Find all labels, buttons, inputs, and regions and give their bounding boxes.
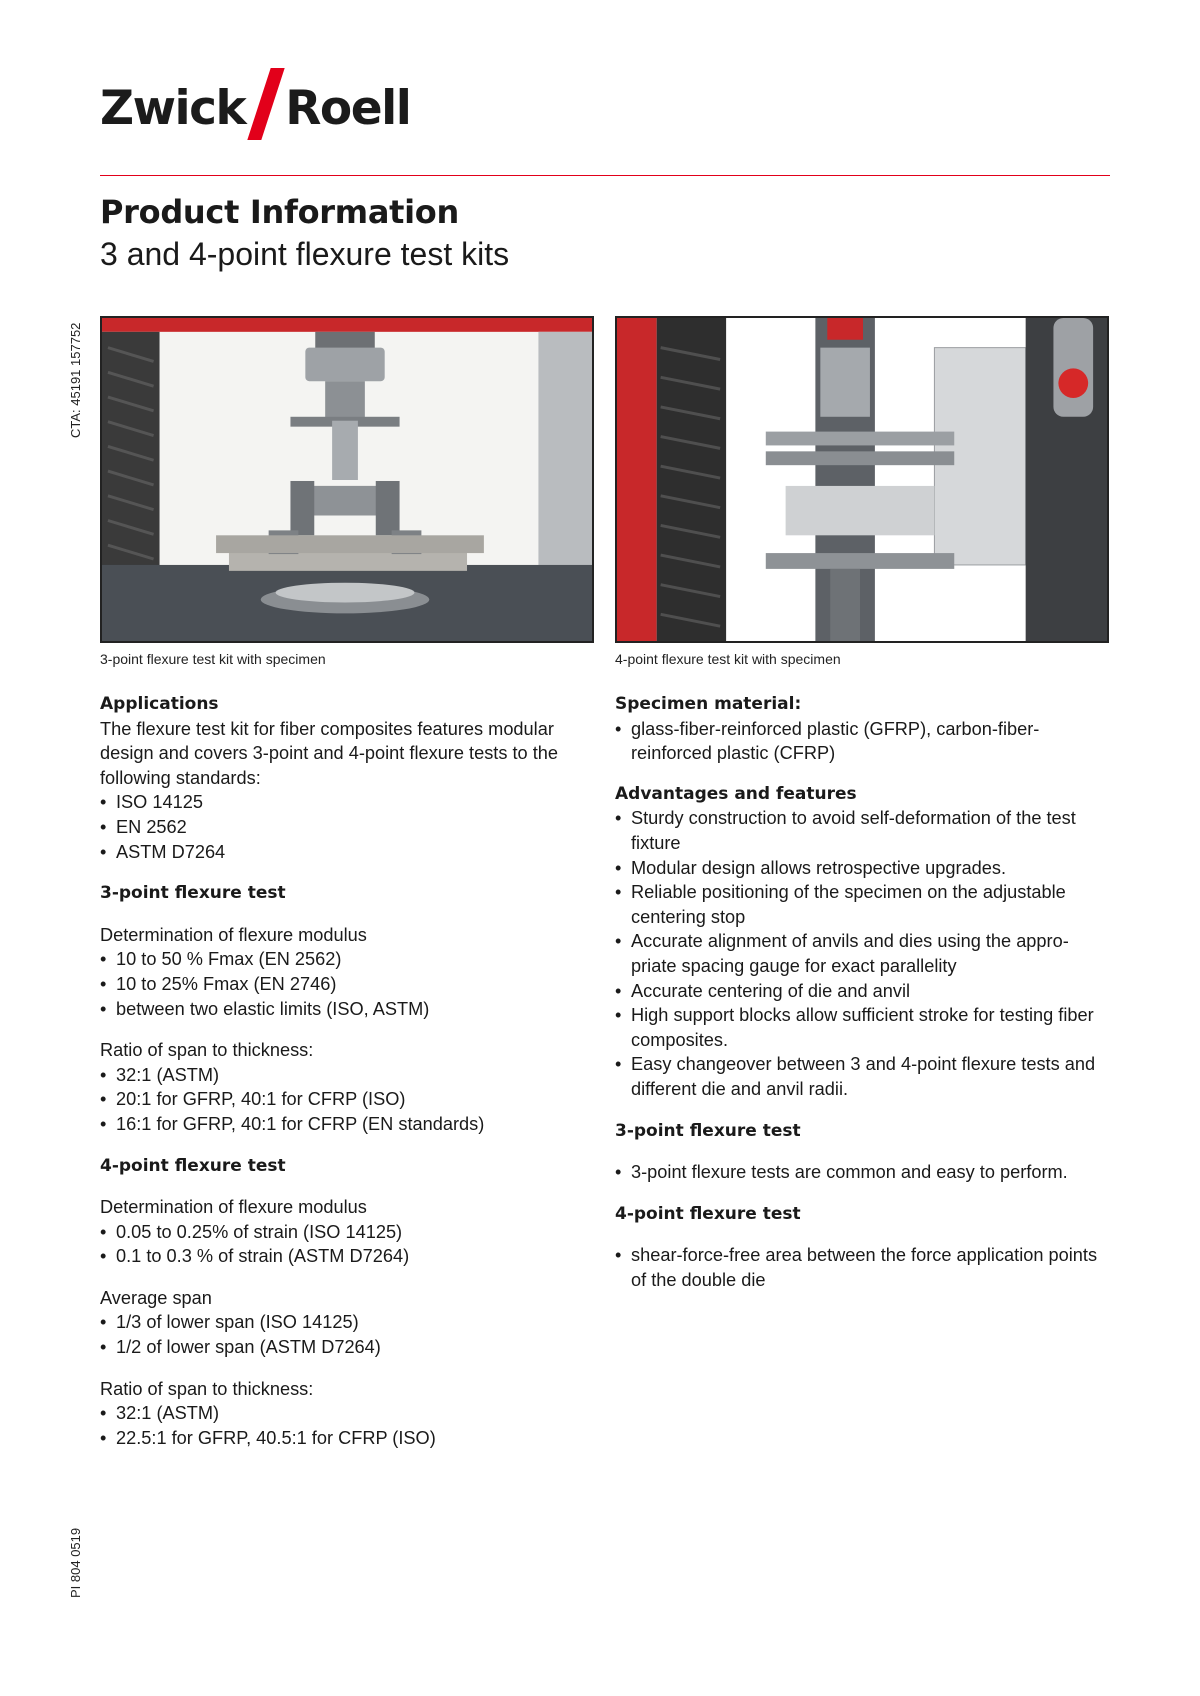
page-title: Product Information (100, 193, 459, 231)
photo-4-point-kit (615, 316, 1109, 643)
specimen-heading: Specimen material: (615, 694, 802, 714)
photo-3-point-illustration (102, 318, 592, 641)
header-divider (100, 175, 1110, 176)
right-column (615, 692, 1105, 1292)
caption-3-point: 3-point flexure test kit with specimen (100, 651, 326, 667)
list-item: • Easy changeover between 3 and 4-point flexure tests and different die and anvil radii. (615, 1052, 1105, 1101)
list-item: • shear-force-free area between the force application points of the double die (615, 1243, 1105, 1292)
list-item: • 32:1 (ASTM) (100, 1401, 575, 1426)
four-point-heading: 4-point flexure test (100, 1155, 286, 1176)
right-four-point-list (615, 1243, 1105, 1292)
right-three-point-list (615, 1160, 1105, 1185)
list-item: • ISO 14125 (100, 790, 575, 815)
list-item: • ASTM D7264 (100, 840, 575, 865)
list-item: • Reliable positioning of the specimen on the adjustable centering stop (615, 880, 1105, 929)
fp-ratio-list (100, 1401, 575, 1450)
page-subtitle: 3 and 4-point flexure test kits (100, 236, 510, 272)
right-three-point-heading: 3-point flexure test (615, 1120, 801, 1141)
list-item: • High support blocks allow sufficient stroke for testing fiber composites. (615, 1003, 1105, 1052)
fp-span-label: Average span (100, 1287, 212, 1308)
standards-list (100, 790, 575, 864)
applications-heading: Applications (100, 694, 219, 714)
list-item: • Accurate centering of die and anvil (615, 979, 1105, 1004)
company-logo (100, 72, 410, 144)
left-column (100, 692, 575, 1450)
list-item: • 3-point flexure tests are common and easy to perform. (615, 1160, 1105, 1185)
tp-modulus-label: Determination of flexure modulus (100, 924, 367, 945)
list-item: • 22.5:1 for GFRP, 40.5:1 for CFRP (ISO) (100, 1426, 575, 1451)
fp-span-list (100, 1310, 575, 1359)
logo-slash-icon (248, 68, 285, 140)
applications-text: The flexure test kit for fiber composites features modular design and covers 3-point and 4-point flexure tests to the following standards: (100, 718, 558, 788)
list-item: • 0.1 to 0.3 % of strain (ASTM D7264) (100, 1244, 575, 1269)
logo-text-right: Roell (285, 80, 411, 136)
photo-3-point-kit (100, 316, 594, 643)
tp-ratio-label: Ratio of span to thickness: (100, 1040, 314, 1061)
fp-modulus-list (100, 1220, 575, 1269)
advantages-list (615, 806, 1105, 1101)
list-item: • between two elastic limits (ISO, ASTM) (100, 997, 575, 1022)
list-item: • 0.05 to 0.25% of strain (ISO 14125) (100, 1220, 575, 1245)
fp-modulus-label: Determination of flexure modulus (100, 1197, 367, 1218)
list-item: • Accurate alignment of anvils and dies using the appro-priate spacing gauge for exact parallelity (615, 929, 1105, 978)
three-point-heading: 3-point flexure test (100, 883, 286, 904)
right-four-point-heading: 4-point flexure test (615, 1203, 801, 1224)
list-item: • 10 to 25% Fmax (EN 2746) (100, 972, 575, 997)
advantages-heading: Advantages and features (615, 783, 857, 804)
fp-ratio-label: Ratio of span to thickness: (100, 1378, 314, 1399)
photo-4-point-illustration (617, 318, 1107, 641)
list-item: • 32:1 (ASTM) (100, 1063, 575, 1088)
list-item: • glass-fiber-reinforced plastic (GFRP), carbon-fiber-reinforced plastic (CFRP) (615, 717, 1105, 766)
tp-modulus-list (100, 947, 575, 1021)
list-item: • 20:1 for GFRP, 40:1 for CFRP (ISO) (100, 1087, 575, 1112)
list-item: • 16:1 for GFRP, 40:1 for CFRP (EN standards) (100, 1112, 575, 1137)
tp-ratio-list (100, 1063, 575, 1137)
list-item: • Modular design allows retrospective upgrades. (615, 856, 1105, 881)
side-code-top: CTA: 45191 157752 (68, 322, 83, 438)
list-item: • 1/3 of lower span (ISO 14125) (100, 1310, 575, 1335)
list-item: • EN 2562 (100, 815, 575, 840)
list-item: • 10 to 50 % Fmax (EN 2562) (100, 947, 575, 972)
logo-text-left: Zwick (100, 80, 246, 136)
caption-4-point: 4-point flexure test kit with specimen (615, 651, 841, 667)
side-code-bottom: PI 804 0519 (68, 1527, 83, 1598)
specimen-list (615, 717, 1105, 766)
list-item: • Sturdy construction to avoid self-deformation of the test fixture (615, 806, 1105, 855)
list-item: • 1/2 of lower span (ASTM D7264) (100, 1335, 575, 1360)
